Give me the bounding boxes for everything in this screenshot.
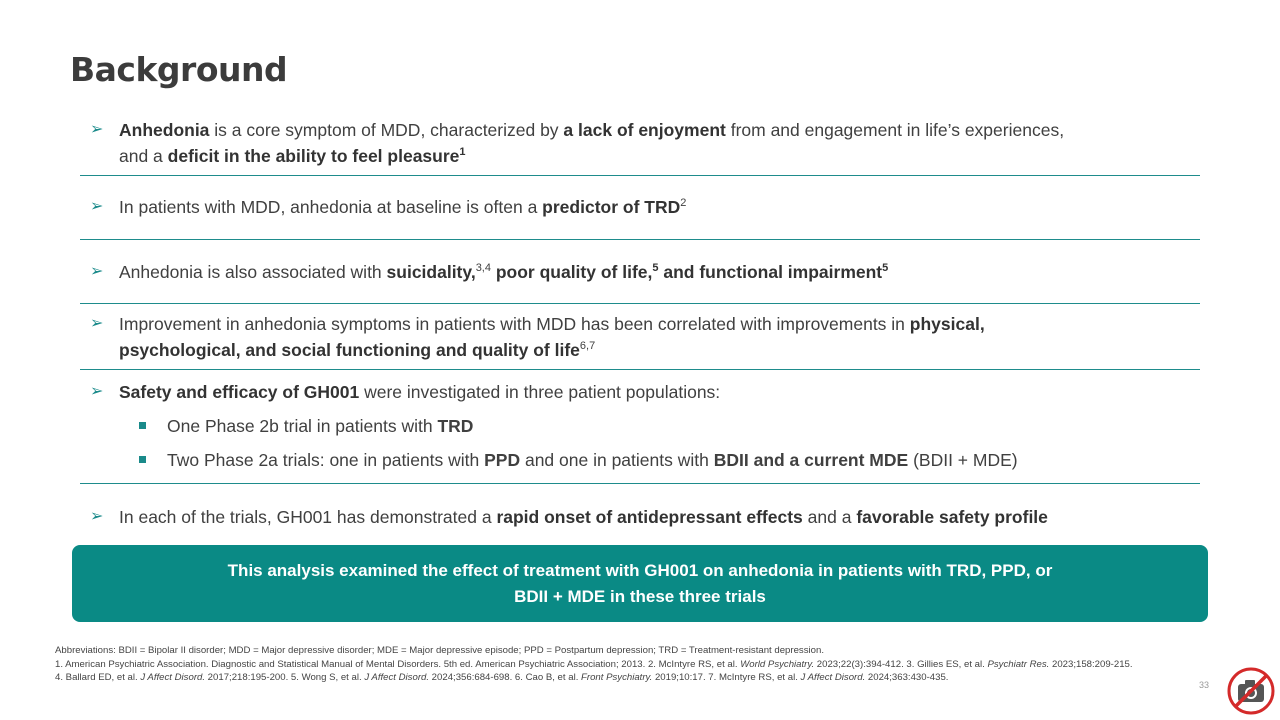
journal-name: J Affect Disord.	[140, 672, 206, 684]
journal-name: J Affect Disord.	[800, 672, 866, 684]
text: and a	[119, 146, 168, 166]
citation-superscript: 5	[652, 262, 659, 275]
abbreviations: Abbreviations: BDII = Bipolar II disorder; MDD = Major depressive disorder; MDE = Major depressive episode; PPD = Postpartum depression; TRD = Treatment-resistant depression.	[55, 645, 824, 656]
summary-callout	[72, 545, 1208, 622]
bullet-item	[80, 370, 1200, 484]
text: One Phase 2b trial in patients with	[167, 416, 438, 436]
bold-text: TRD	[437, 416, 474, 436]
bullet-text	[119, 484, 1200, 530]
text: Anhedonia is also associated with	[119, 262, 387, 282]
callout-line: BDII + MDE in these three trials	[514, 586, 766, 606]
reference-text: 2023;22(3):394-412. 3. Gillies ES, et al.	[814, 658, 988, 670]
bold-text: suicidality,	[386, 262, 476, 282]
sub-bullet-item	[167, 413, 1200, 439]
bullet-item	[80, 484, 1200, 534]
citation-superscript: 6,7	[579, 340, 596, 353]
journal-name: Psychiatr Res.	[987, 658, 1050, 670]
page-number: 33	[1199, 680, 1210, 690]
citation-superscript: 2	[680, 197, 687, 210]
arrow-bullet-icon: ➢	[90, 198, 104, 215]
text: and a	[802, 507, 857, 527]
bold-text: Anhedonia	[119, 120, 210, 140]
text: and one in patients with	[520, 450, 714, 470]
bullet-item	[80, 304, 1200, 370]
reference-text: 1. American Psychiatric Association. Diagnostic and Statistical Manual of Mental Disorders. 5th ed. American Psychiatric Association; 2013. 2. McIntyre RS, et al.	[55, 658, 741, 670]
bullet-list	[80, 110, 1200, 534]
bullet-text	[119, 110, 1200, 169]
sub-bullet-item	[167, 447, 1200, 473]
bold-text: poor quality of life,	[490, 262, 653, 282]
reference-text: 2024;363:430-435.	[865, 672, 949, 684]
citation-superscript: 3,4	[475, 262, 491, 275]
bullet-text	[119, 176, 1200, 220]
no-camera-icon	[1226, 666, 1276, 716]
bullet-text	[119, 370, 1200, 405]
bold-text: PPD	[484, 450, 521, 470]
text: (BDII + MDE)	[908, 450, 1018, 470]
reference-text: 2019;10:17. 7. McIntyre RS, et al.	[652, 672, 801, 684]
text: In each of the trials, GH001 has demonstrated a	[119, 507, 497, 527]
bold-text: predictor of TRD	[542, 197, 681, 217]
reference-text: 2024;356:684-698. 6. Cao B, et al.	[429, 672, 582, 684]
bullet-item	[80, 240, 1200, 304]
text: Improvement in anhedonia symptoms in patients with MDD has been correlated with improvements in	[119, 314, 910, 334]
square-bullet-icon	[139, 422, 146, 429]
arrow-bullet-icon: ➢	[90, 263, 104, 280]
arrow-bullet-icon: ➢	[90, 383, 104, 400]
bullet-item	[80, 176, 1200, 240]
callout-line: This analysis examined the effect of treatment with GH001 on anhedonia in patients with TRD, PPD, or	[227, 560, 1053, 580]
text: In patients with MDD, anhedonia at baseline is often a	[119, 197, 543, 217]
bold-text: and functional impairment	[658, 262, 883, 282]
arrow-bullet-icon: ➢	[90, 508, 104, 525]
arrow-bullet-icon: ➢	[90, 121, 104, 138]
reference-text: 2017;218:195-200. 5. Wong S, et al.	[205, 672, 365, 684]
bold-text: BDII and a current MDE	[713, 450, 909, 470]
bold-text: psychological, and social functioning and quality of life	[119, 340, 580, 360]
journal-name: Front Psychiatry.	[581, 672, 653, 684]
text: from and engagement in life’s experiences,	[725, 120, 1065, 140]
square-bullet-icon	[139, 456, 146, 463]
citation-superscript: 1	[459, 146, 466, 159]
page-title: Background	[70, 50, 288, 89]
reference-text: 2023;158:209-215. 4. Ballard ED, et al.	[55, 658, 1133, 684]
text: were investigated in three patient populations:	[359, 382, 721, 402]
citation-superscript: 5	[882, 262, 889, 275]
bold-text: Safety and efficacy of GH001	[119, 382, 360, 402]
bullet-item	[80, 110, 1200, 176]
bold-text: rapid onset of antidepressant effects	[496, 507, 803, 527]
footnotes	[55, 644, 1135, 685]
text: is a core symptom of MDD, characterized by	[209, 120, 564, 140]
bold-text: a lack of enjoyment	[563, 120, 726, 140]
arrow-bullet-icon: ➢	[90, 315, 104, 332]
bullet-text	[119, 240, 1200, 285]
bold-text: favorable safety profile	[856, 507, 1048, 527]
text: Two Phase 2a trials: one in patients with	[167, 450, 485, 470]
references	[55, 658, 1135, 685]
journal-name: World Psychiatry.	[740, 658, 815, 670]
bullet-text	[119, 304, 1200, 363]
journal-name: J Affect Disord.	[364, 672, 430, 684]
bold-text: deficit in the ability to feel pleasure	[167, 146, 460, 166]
bold-text: physical,	[909, 314, 985, 334]
